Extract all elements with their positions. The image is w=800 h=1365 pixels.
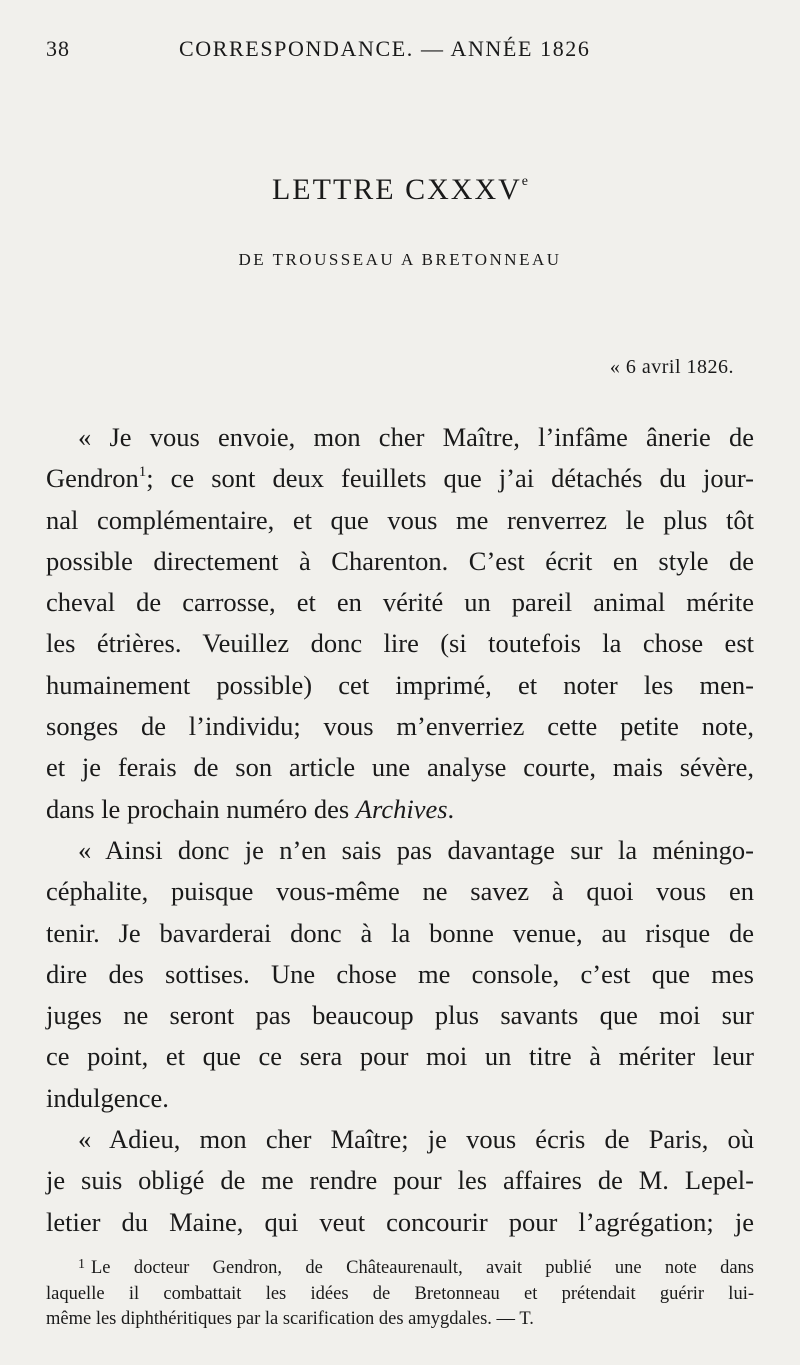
text-line: humainement possible) cet imprimé, et noter les men-	[46, 669, 754, 700]
letter-title	[0, 173, 800, 207]
footnote-reference: 1	[138, 464, 147, 481]
letter-date: « 6 avril 1826.	[609, 356, 734, 378]
text-line: cheval de carrosse, et en vérité un pareil animal mérite	[46, 587, 754, 618]
letter-subtitle: DE TROUSSEAU A BRETONNEAU	[238, 250, 562, 269]
text-line: ce point, et que ce sera pour moi un titre à mériter leur	[46, 1041, 754, 1072]
text-line: possible directement à Charenton. C’est écrit en style de	[46, 545, 754, 576]
running-head	[46, 36, 756, 66]
running-title: CORRESPONDANCE. — ANNÉE 1826	[179, 36, 591, 61]
letter-title-suffix: e	[521, 174, 529, 189]
text-line: dans le prochain numéro des Archives.	[46, 793, 455, 824]
footnote-line: même les diphthéritiques par la scarification des amygdales. — T.	[46, 1309, 534, 1329]
footnote-line: laquelle il combattait les idées de Bretonneau et prétendait guérir lui-	[46, 1283, 754, 1304]
paragraph-3	[46, 1119, 754, 1243]
footnote-text	[46, 1252, 754, 1333]
text-line: Gendron$^1$; ce sont deux feuillets que j’ai détachés du jour-	[46, 463, 754, 494]
text-line: « Adieu, mon cher Maître; je vous écris de Paris, où	[78, 1124, 754, 1155]
letter-title-text: LETTRE CXXXV	[271, 173, 522, 206]
text-line: « Je vous envoie, mon cher Maître, l’infâme ânerie de	[78, 422, 754, 452]
footnote-mark: 1	[78, 1257, 85, 1272]
footnote	[46, 1252, 754, 1333]
text-line: et je ferais de son article une analyse courte, mais sévère,	[46, 752, 754, 783]
paragraph-1	[46, 417, 754, 830]
text-line: tenir. Je bavarderai donc à la bonne venue, au risque de	[46, 917, 754, 948]
text-line: nal complémentaire, et que vous me renverrez le plus tôt	[46, 504, 754, 535]
footnote-line: $^1$ Le docteur Gendron, de Châteaurenault, avait publié une note dans	[78, 1257, 754, 1278]
text-line: indulgence.	[46, 1082, 169, 1113]
text-line: juges ne seront pas beaucoup plus savants que moi sur	[46, 1000, 754, 1031]
text-line: je suis obligé de me rendre pour les affaires de M. Lepel-	[46, 1165, 754, 1196]
text-line: « Ainsi donc je n’en sais pas davantage sur la méningo-	[78, 834, 754, 865]
journal-title: Archives	[355, 793, 448, 824]
text-line: céphalite, puisque vous-même ne savez à quoi vous en	[46, 876, 754, 907]
letter-body	[46, 417, 754, 1243]
text-line: songes de l’individu; vous m’enverriez cette petite note,	[46, 711, 754, 742]
text-line: dire des sottises. Une chose me console, c’est que mes	[46, 958, 754, 989]
paragraph-2	[46, 830, 754, 1119]
text-line: les étrières. Veuillez donc lire (si toutefois la chose est	[46, 628, 754, 659]
text-line: letier du Maine, qui veut concourir pour l’agrégation; je	[46, 1206, 754, 1237]
page-number: 38	[46, 36, 70, 61]
